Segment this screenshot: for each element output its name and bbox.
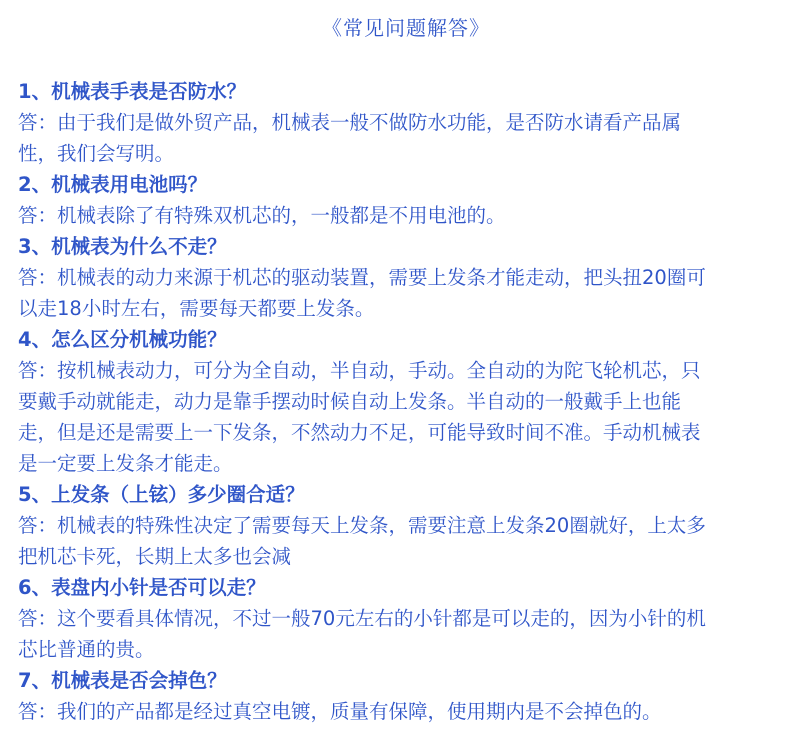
page-title: 《常见问题解答》	[322, 16, 490, 40]
faq-item	[18, 76, 794, 169]
faq-item	[18, 324, 794, 479]
faq-answer-line: 把机芯卡死，长期上太多也会减	[18, 545, 292, 568]
faq-answer-line: 答：机械表除了有特殊双机芯的，一般都是不用电池的。	[18, 204, 506, 227]
faq-answer	[18, 603, 794, 665]
faq-answer	[18, 107, 794, 169]
faq-answer	[18, 200, 794, 231]
faq-answer-line: 答：按机械表动力，可分为全自动，半自动，手动。全自动的为陀飞轮机芯，只	[18, 359, 701, 382]
faq-item	[18, 572, 794, 665]
faq-answer	[18, 262, 794, 324]
faq-answer-line: 答：由于我们是做外贸产品，机械表一般不做防水功能，是否防水请看产品属	[18, 111, 682, 134]
faq-question: 4、怎么区分机械功能？	[18, 328, 227, 351]
faq-answer	[18, 510, 794, 572]
faq-answer-line: 答：机械表的特殊性决定了需要每天上发条，需要注意上发条20圈就好，上太多	[18, 514, 706, 537]
faq-answer	[18, 355, 794, 479]
faq-answer-line: 要戴手动就能走，动力是靠手摆动时候自动上发条。半自动的一般戴手上也能	[18, 390, 682, 413]
faq-list	[18, 76, 794, 727]
faq-answer	[18, 696, 794, 727]
faq-question: 6、表盘内小针是否可以走？	[18, 576, 266, 599]
faq-question: 2、机械表用电池吗？	[18, 173, 208, 196]
faq-answer-line: 以走18小时左右，需要每天都要上发条。	[18, 297, 375, 320]
faq-question: 1、机械表手表是否防水？	[18, 80, 247, 103]
faq-question: 7、机械表是否会掉色？	[18, 669, 227, 692]
faq-item	[18, 231, 794, 324]
faq-answer-line: 答：我们的产品都是经过真空电镀，质量有保障，使用期内是不会掉色的。	[18, 700, 662, 723]
faq-item	[18, 665, 794, 727]
faq-answer-line: 性，我们会写明。	[18, 142, 175, 165]
faq-answer-line: 答：这个要看具体情况，不过一般70元左右的小针都是可以走的，因为小针的机	[18, 607, 706, 630]
faq-answer-line: 芯比普通的贵。	[18, 638, 155, 661]
faq-question: 5、上发条（上铉）多少圈合适？	[18, 483, 305, 506]
faq-item	[18, 169, 794, 231]
faq-item	[18, 479, 794, 572]
faq-answer-line: 是一定要上发条才能走。	[18, 452, 233, 475]
faq-answer-line: 走，但是还是需要上一下发条，不然动力不足，可能导致时间不准。手动机械表	[18, 421, 701, 444]
faq-answer-line: 答：机械表的动力来源于机芯的驱动装置，需要上发条才能走动，把头扭20圈可	[18, 266, 706, 289]
faq-question: 3、机械表为什么不走？	[18, 235, 227, 258]
